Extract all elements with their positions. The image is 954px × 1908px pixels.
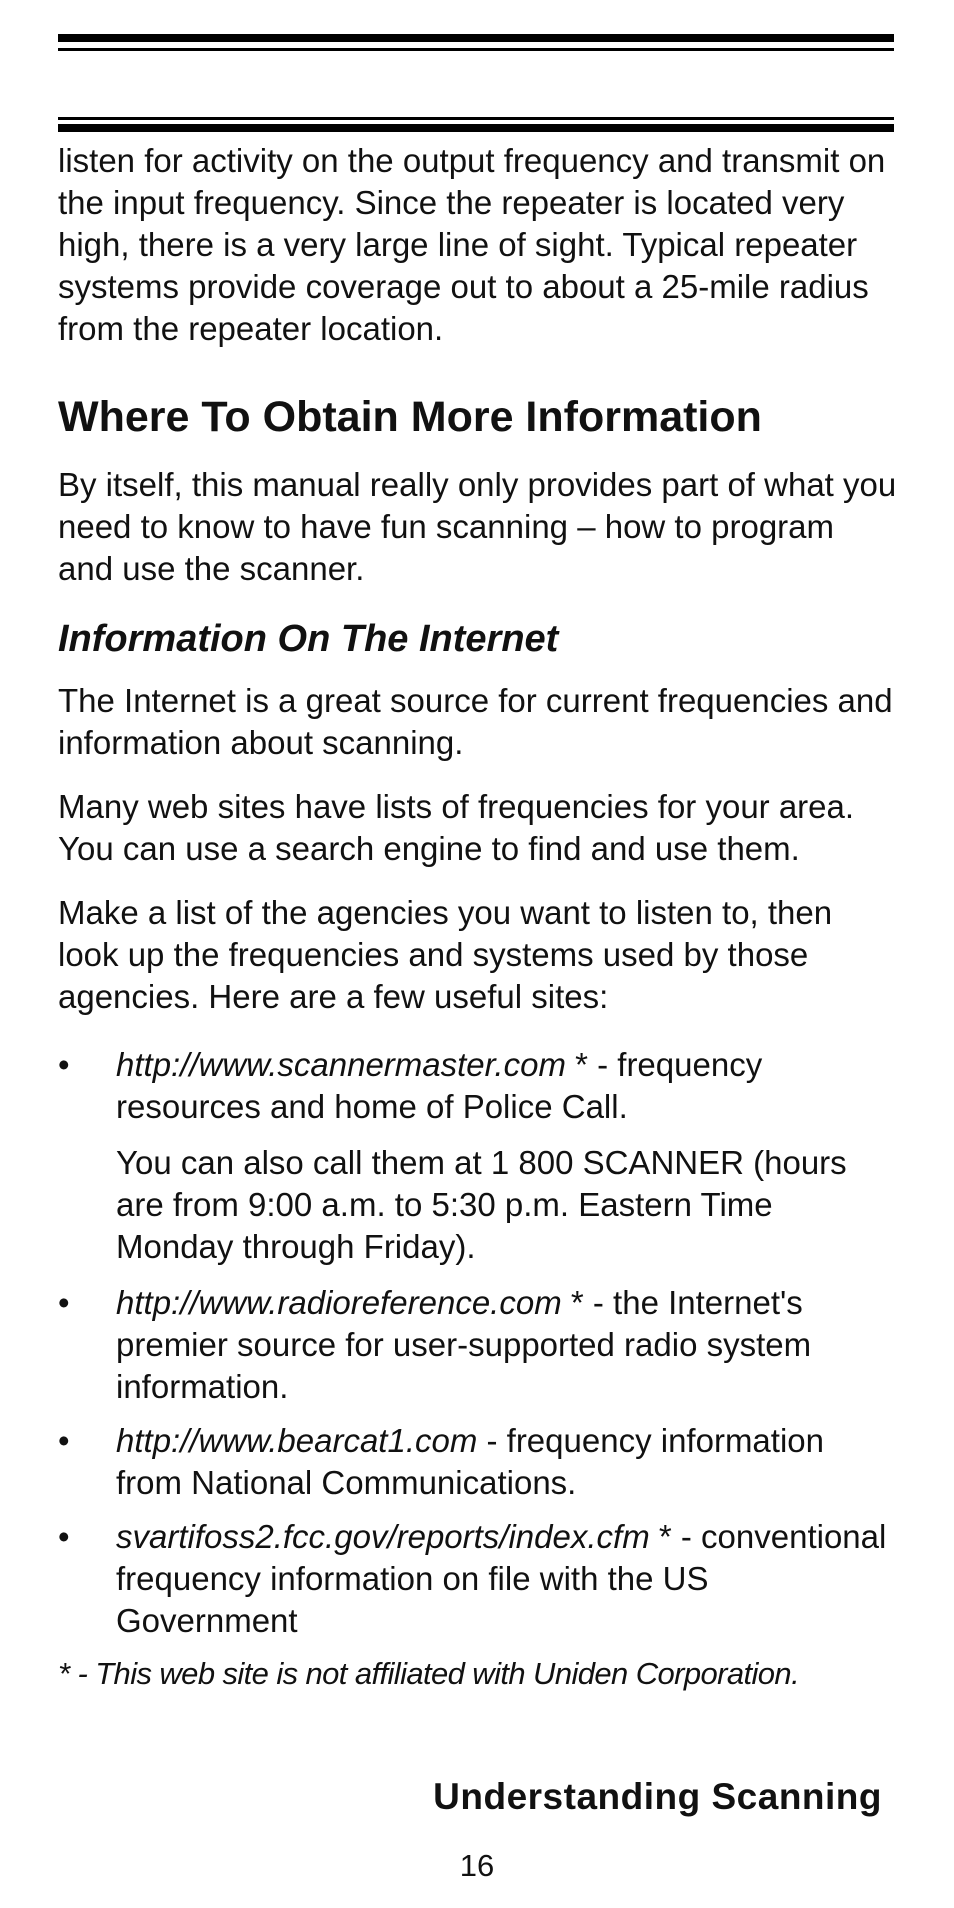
- intro-paragraph: listen for activity on the output frequency and transmit on the input frequency. Since the repeater is located very high, there is a very large line of sight. Typical repeater systems provide coverage out to about a 25-mile radius from the repeater location.: [58, 142, 886, 347]
- bullet: •: [58, 1518, 70, 1555]
- bullet: •: [58, 1422, 70, 1459]
- site-description: - frequency information from National Communications.: [116, 1422, 824, 1501]
- site-url: http://www.radioreference.com: [116, 1284, 562, 1321]
- affiliation-marker: *: [649, 1518, 672, 1555]
- site-url: svartifoss2.fcc.gov/reports/index.cfm: [116, 1518, 650, 1555]
- site-list-item: [58, 1516, 898, 1642]
- second-rule-thin: [58, 117, 894, 120]
- bullet: •: [58, 1046, 70, 1083]
- site-list-item: [58, 1282, 898, 1408]
- affiliation-marker: *: [561, 1284, 584, 1321]
- paragraph: The Internet is a great source for current frequencies and information about scanning.: [58, 682, 893, 761]
- footer-section-title: Understanding Scanning: [433, 1776, 882, 1817]
- section-heading: Where To Obtain More Information: [58, 393, 762, 441]
- site-url: http://www.scannermaster.com: [116, 1046, 566, 1083]
- paragraph: Make a list of the agencies you want to listen to, then look up the frequencies and systems used by those agencies. Here are a few useful sites:: [58, 894, 833, 1015]
- site-description: - frequency resources and home of Police Call.: [116, 1046, 763, 1125]
- affiliation-marker: *: [565, 1046, 588, 1083]
- page-number: 16: [459, 1848, 495, 1883]
- site-url: http://www.bearcat1.com: [116, 1422, 478, 1459]
- footnote: * - This web site is not affiliated with Uniden Corporation.: [58, 1656, 800, 1691]
- subheading: Information On The Internet: [58, 618, 559, 660]
- site-list: [58, 1044, 898, 1642]
- top-rule-thin: [58, 48, 894, 51]
- top-rule-thick: [58, 34, 894, 42]
- site-description: - the Internet's premier source for user-supported radio system information.: [116, 1284, 812, 1405]
- bullet: •: [58, 1284, 70, 1321]
- second-rule-thick: [58, 124, 894, 132]
- site-description: - conventional frequency information on file with the US Government: [116, 1518, 887, 1639]
- manual-page-body: [58, 140, 898, 1694]
- section-paragraph: By itself, this manual really only provides part of what you need to know to have fun scanning – how to program and use the scanner.: [58, 466, 897, 587]
- site-note: You can also call them at 1 800 SCANNER (hours are from 9:00 a.m. to 5:30 p.m. Eastern Time Monday through Friday).: [116, 1144, 847, 1265]
- site-list-item: [58, 1044, 898, 1268]
- paragraph: Many web sites have lists of frequencies for your area. You can use a search engine to find and use them.: [58, 788, 855, 867]
- site-list-item: [58, 1420, 898, 1504]
